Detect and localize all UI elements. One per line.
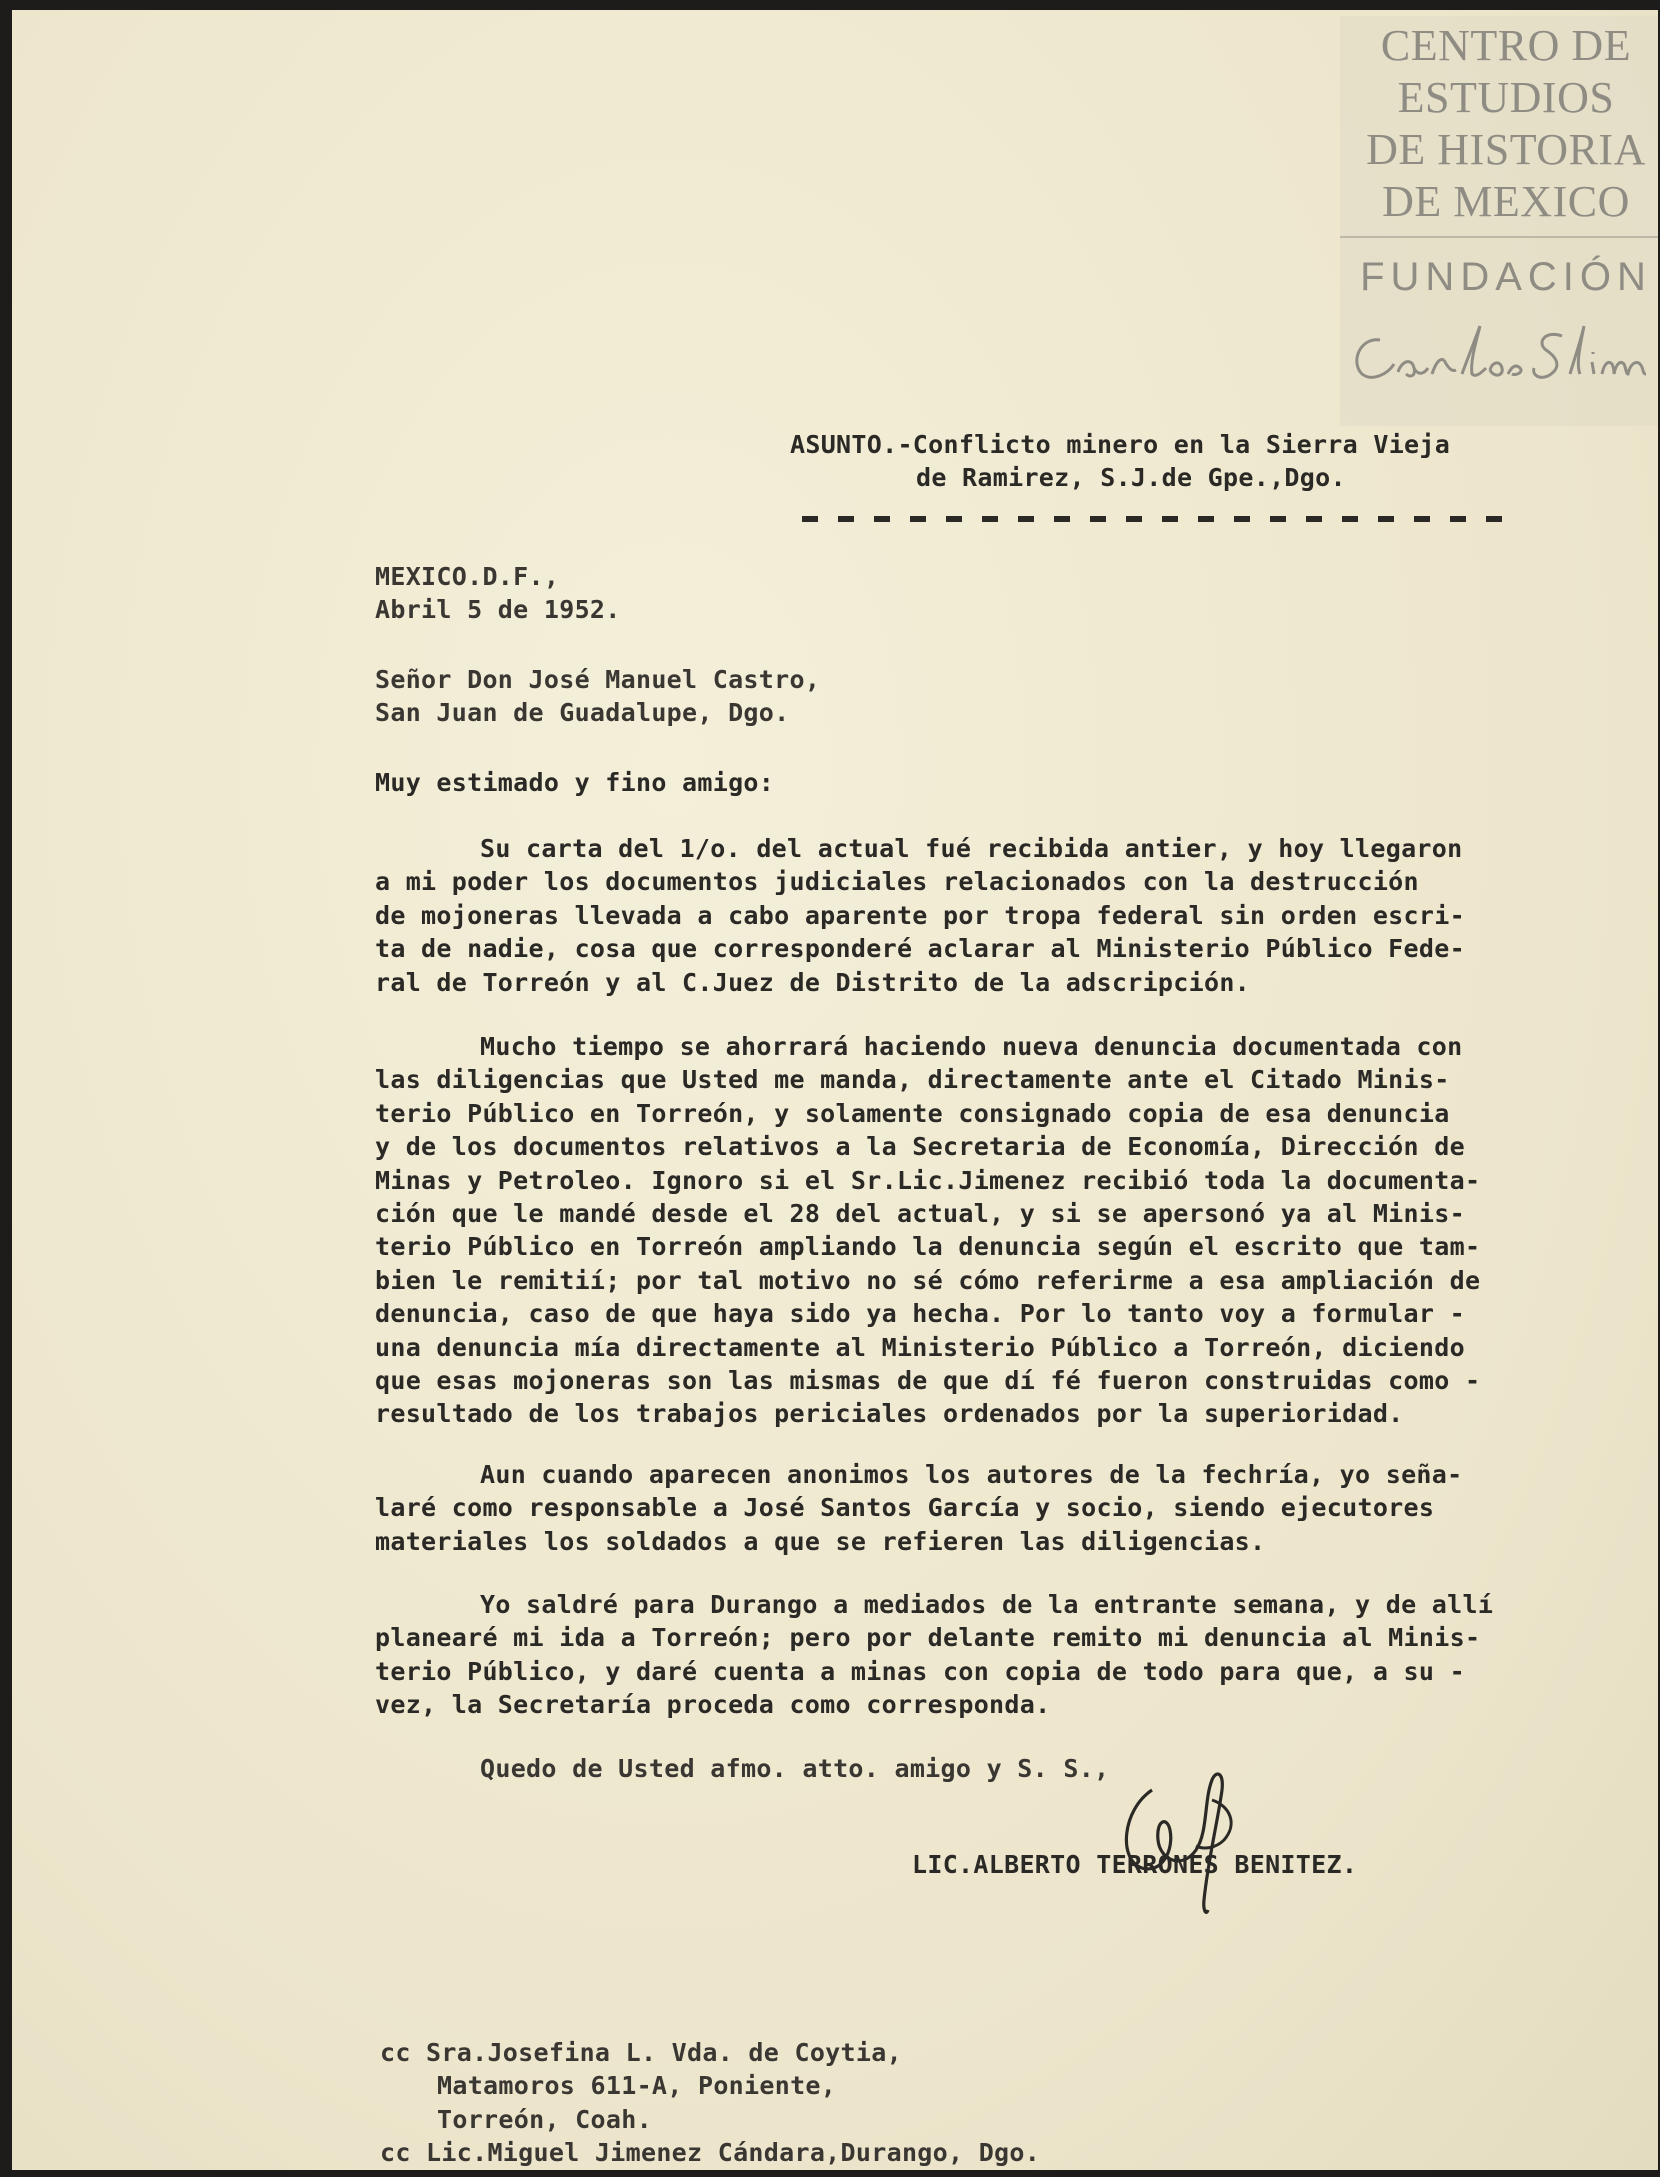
archive-watermark: [1340, 16, 1658, 426]
subject-line-2: de Ramirez, S.J.de Gpe.,Dgo.: [916, 463, 1346, 493]
handwritten-signature: [1112, 1760, 1262, 1920]
recipient-block: [375, 663, 820, 730]
cc-first-address-1: Matamoros 611-A, Poniente,: [437, 2071, 837, 2101]
salutation: Muy estimado y fino amigo:: [375, 768, 775, 797]
paragraph-1-line: ta de nadie, cosa que corresponderé aclarar al Ministerio Público Fede-: [375, 934, 1465, 964]
paragraph-2-line: ción que le mandé desde el 28 del actual, y si se apersonó ya al Minis-: [375, 1199, 1465, 1229]
paragraph-2-line: resultado de los trabajos periciales ordenados por la superioridad.: [375, 1399, 1404, 1429]
watermark-line-3: DE HISTORIA: [1366, 125, 1646, 174]
subject-line-1: ASUNTO.-Conflicto minero en la Sierra Vieja: [790, 430, 1451, 459]
cc-block: [380, 2036, 1040, 2170]
cc-first-address-2: Torreón, Coah.: [437, 2104, 652, 2134]
paragraph-4-line: vez, la Secretaría proceda como corresponda.: [375, 1690, 1051, 1720]
paragraph-3-line: laré como responsable a José Santos García y socio, siendo ejecutores: [375, 1493, 1435, 1523]
watermark-divider: [1340, 236, 1658, 238]
watermark-foundation: FUNDACIÓN: [1360, 255, 1652, 299]
watermark-line-2: ESTUDIOS: [1397, 73, 1615, 122]
paragraph-1-line: ral de Torreón y al C.Juez de Distrito de la adscripción.: [375, 967, 1251, 997]
date: Abril 5 de 1952.: [375, 595, 621, 625]
paragraph-2-line: Minas y Petroleo. Ignoro si el Sr.Lic.Jimenez recibió toda la documenta-: [375, 1165, 1481, 1195]
letter-page: [12, 10, 1658, 2170]
subject-dashed-rule: [802, 516, 1507, 522]
paragraph-1: [375, 832, 1465, 999]
paragraph-2-line: bien le remitií; por tal motivo no sé cómo referirme a esa ampliación de: [375, 1265, 1481, 1295]
signer-name: LIC.ALBERTO TERRONES BENITEZ.: [912, 1850, 1358, 1879]
paragraph-4: [375, 1588, 1493, 1722]
paragraph-3-line: Aun cuando aparecen anonimos los autores de la fechría, yo seña-: [480, 1460, 1463, 1489]
cc-second-recipient: cc Lic.Miguel Jimenez Cándara,Durango, Dgo.: [380, 2138, 1041, 2168]
cc-first-recipient: cc Sra.Josefina L. Vda. de Coytia,: [380, 2038, 902, 2067]
paragraph-4-line: Yo saldré para Durango a mediados de la entrante semana, y de allí: [480, 1590, 1494, 1619]
paragraph-2-line: denuncia, caso de que haya sido ya hecha. Por lo tanto voy a formular -: [375, 1299, 1465, 1329]
paragraph-1-line: de mojoneras llevada a cabo aparente por tropa federal sin orden escri-: [375, 900, 1465, 930]
paragraph-2-line: Mucho tiempo se ahorrará haciendo nueva denuncia documentada con: [480, 1032, 1463, 1061]
watermark-line-4: DE MEXICO: [1382, 177, 1630, 226]
place: MEXICO.D.F.,: [375, 562, 560, 591]
recipient-address: San Juan de Guadalupe, Dgo.: [375, 698, 790, 728]
paragraph-4-line: terio Público, y daré cuenta a minas con copia de todo para que, a su -: [375, 1656, 1465, 1686]
paragraph-1-line: a mi poder los documentos judiciales relacionados con la destrucción: [375, 867, 1419, 897]
closing: Quedo de Usted afmo. atto. amigo y S. S.,: [480, 1754, 1110, 1783]
subject-block: [790, 428, 1450, 495]
paragraph-2-line: las diligencias que Usted me manda, directamente ante el Citado Minis-: [375, 1065, 1450, 1095]
watermark-line-1: CENTRO DE: [1380, 21, 1632, 70]
paragraph-3-line: materiales los soldados a que se refieren las diligencias.: [375, 1526, 1266, 1556]
recipient-name: Señor Don José Manuel Castro,: [375, 665, 821, 694]
paragraph-4-line: planearé mi ida a Torreón; pero por delante remito mi denuncia al Minis-: [375, 1623, 1481, 1653]
paragraph-2-line: que esas mojoneras son las mismas de que dí fé fueron construidas como -: [375, 1366, 1481, 1396]
paragraph-2: [375, 1030, 1480, 1431]
paragraph-2-line: y de los documentos relativos a la Secretaria de Economía, Dirección de: [375, 1132, 1465, 1162]
paragraph-1-line: Su carta del 1/o. del actual fué recibida antier, y hoy llegaron: [480, 834, 1463, 863]
paragraph-2-line: una denuncia mía directamente al Ministerio Público a Torreón, diciendo: [375, 1332, 1465, 1362]
paragraph-3: [375, 1458, 1462, 1558]
watermark-signature-logo: [1340, 312, 1658, 392]
place-date-block: [375, 560, 621, 627]
paragraph-2-line: terio Público en Torreón ampliando la denuncia según el escrito que tam-: [375, 1232, 1481, 1262]
paragraph-2-line: terio Público en Torreón, y solamente consignado copia de esa denuncia: [375, 1098, 1450, 1128]
